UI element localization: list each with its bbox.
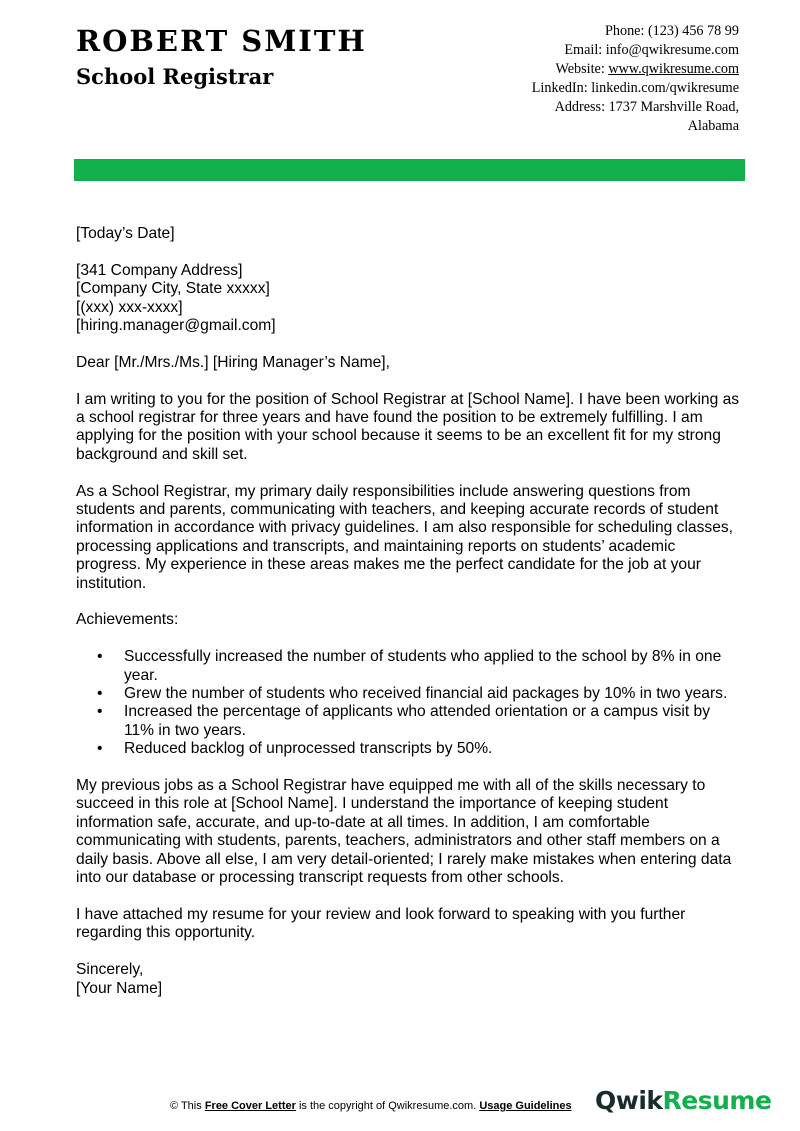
recipient-line-2: [Company City, State xxxxx] — [76, 280, 270, 298]
contact-block — [439, 22, 739, 136]
free-cover-letter-link[interactable]: Free Cover Letter — [204, 1100, 296, 1112]
contact-address-line2: Alabama — [687, 118, 739, 134]
contact-website — [439, 60, 739, 79]
closing-word: Sincerely, — [76, 961, 144, 979]
list-item — [76, 648, 741, 685]
signature: [Your Name] — [76, 979, 163, 997]
recipient-line-4: [hiring.manager@gmail.com] — [76, 317, 276, 335]
logo-part-qwik: Qwik — [595, 1086, 663, 1115]
list-item — [76, 740, 741, 758]
contact-website-label: Website: — [555, 61, 609, 77]
copyright-footer — [170, 1100, 572, 1112]
contact-phone: Phone: (123) 456 78 99 — [605, 23, 739, 39]
contact-email: Email: info@qwikresume.com — [564, 42, 739, 58]
contact-address-line1: Address: 1737 Marshville Road, — [554, 99, 739, 115]
paragraph-skills: My previous jobs as a School Registrar have equipped me with all of the skills necessary to succeed in this role at [School Name]. I understand the importance of keeping student information safe, accurate, and up-to-date at all times. In addition, I am comfortable communicating with students, parents, teachers, administrators and other staff members on a daily basis. Above all else, I am very detail-oriented; I rarely make mistakes when entering data into our database or processing transcript requests from other schools. — [76, 777, 732, 887]
recipient-line-3: [(xxx) xxx-xxxx] — [76, 298, 183, 316]
bullet-icon: • — [97, 740, 103, 758]
footer-middle: is the copyright of Qwikresume.com. — [295, 1100, 480, 1112]
salutation: Dear [Mr./Mrs./Ms.] [Hiring Manager’s Name], — [76, 353, 390, 371]
list-item — [76, 685, 741, 703]
bullet-icon: • — [97, 703, 103, 721]
bullet-icon: • — [97, 685, 103, 703]
usage-guidelines-link[interactable]: Usage Guidelines — [479, 1100, 572, 1112]
sign-off — [76, 961, 741, 998]
achievement-text: Grew the number of students who received financial aid packages by 10% in two years. — [124, 685, 728, 703]
achievements-heading: Achievements: — [76, 611, 179, 629]
footer-prefix: © This — [170, 1100, 205, 1112]
recipient-address — [76, 262, 741, 336]
achievement-text: Increased the percentage of applicants who attended orientation or a campus visit by 11% in two years. — [124, 703, 710, 739]
applicant-name: ROBERT SMITH — [76, 24, 367, 58]
achievement-text: Successfully increased the number of students who applied to the school by 8% in one year. — [124, 648, 722, 684]
accent-divider-bar — [74, 159, 745, 181]
achievements-list — [76, 648, 741, 758]
paragraph-responsibilities: As a School Registrar, my primary daily responsibilities include answering questions from students and parents, communicating with teachers, and keeping accurate records of student information in accordance with privacy guidelines. I am also responsible for scheduling classes, processing applications and transcripts, and maintaining reports on students’ academic progress. My experience in these areas makes me the perfect candidate for the job at your institution. — [76, 482, 734, 592]
website-link[interactable]: www.qwikresume.com — [608, 61, 739, 77]
logo-part-resume: Resume — [662, 1086, 772, 1115]
qwikresume-logo — [595, 1086, 771, 1115]
letter-date: [Today’s Date] — [76, 225, 175, 242]
bullet-icon: • — [97, 648, 103, 666]
achievement-text: Reduced backlog of unprocessed transcripts by 50%. — [124, 740, 493, 758]
paragraph-intro: I am writing to you for the position of School Registrar at [School Name]. I have been working as a school registrar for three years and have found the position to be extremely fulfilling. I am applying for the position with your school because it seems to be an excellent fit for my strong background and skill set. — [76, 390, 740, 463]
letter-body — [76, 225, 741, 1016]
list-item — [76, 703, 741, 740]
recipient-line-1: [341 Company Address] — [76, 261, 243, 279]
job-title: School Registrar — [76, 64, 274, 89]
paragraph-closing: I have attached my resume for your review and look forward to speaking with you further regarding this opportunity. — [76, 905, 686, 942]
contact-linkedin: LinkedIn: linkedin.com/qwikresume — [531, 80, 739, 96]
